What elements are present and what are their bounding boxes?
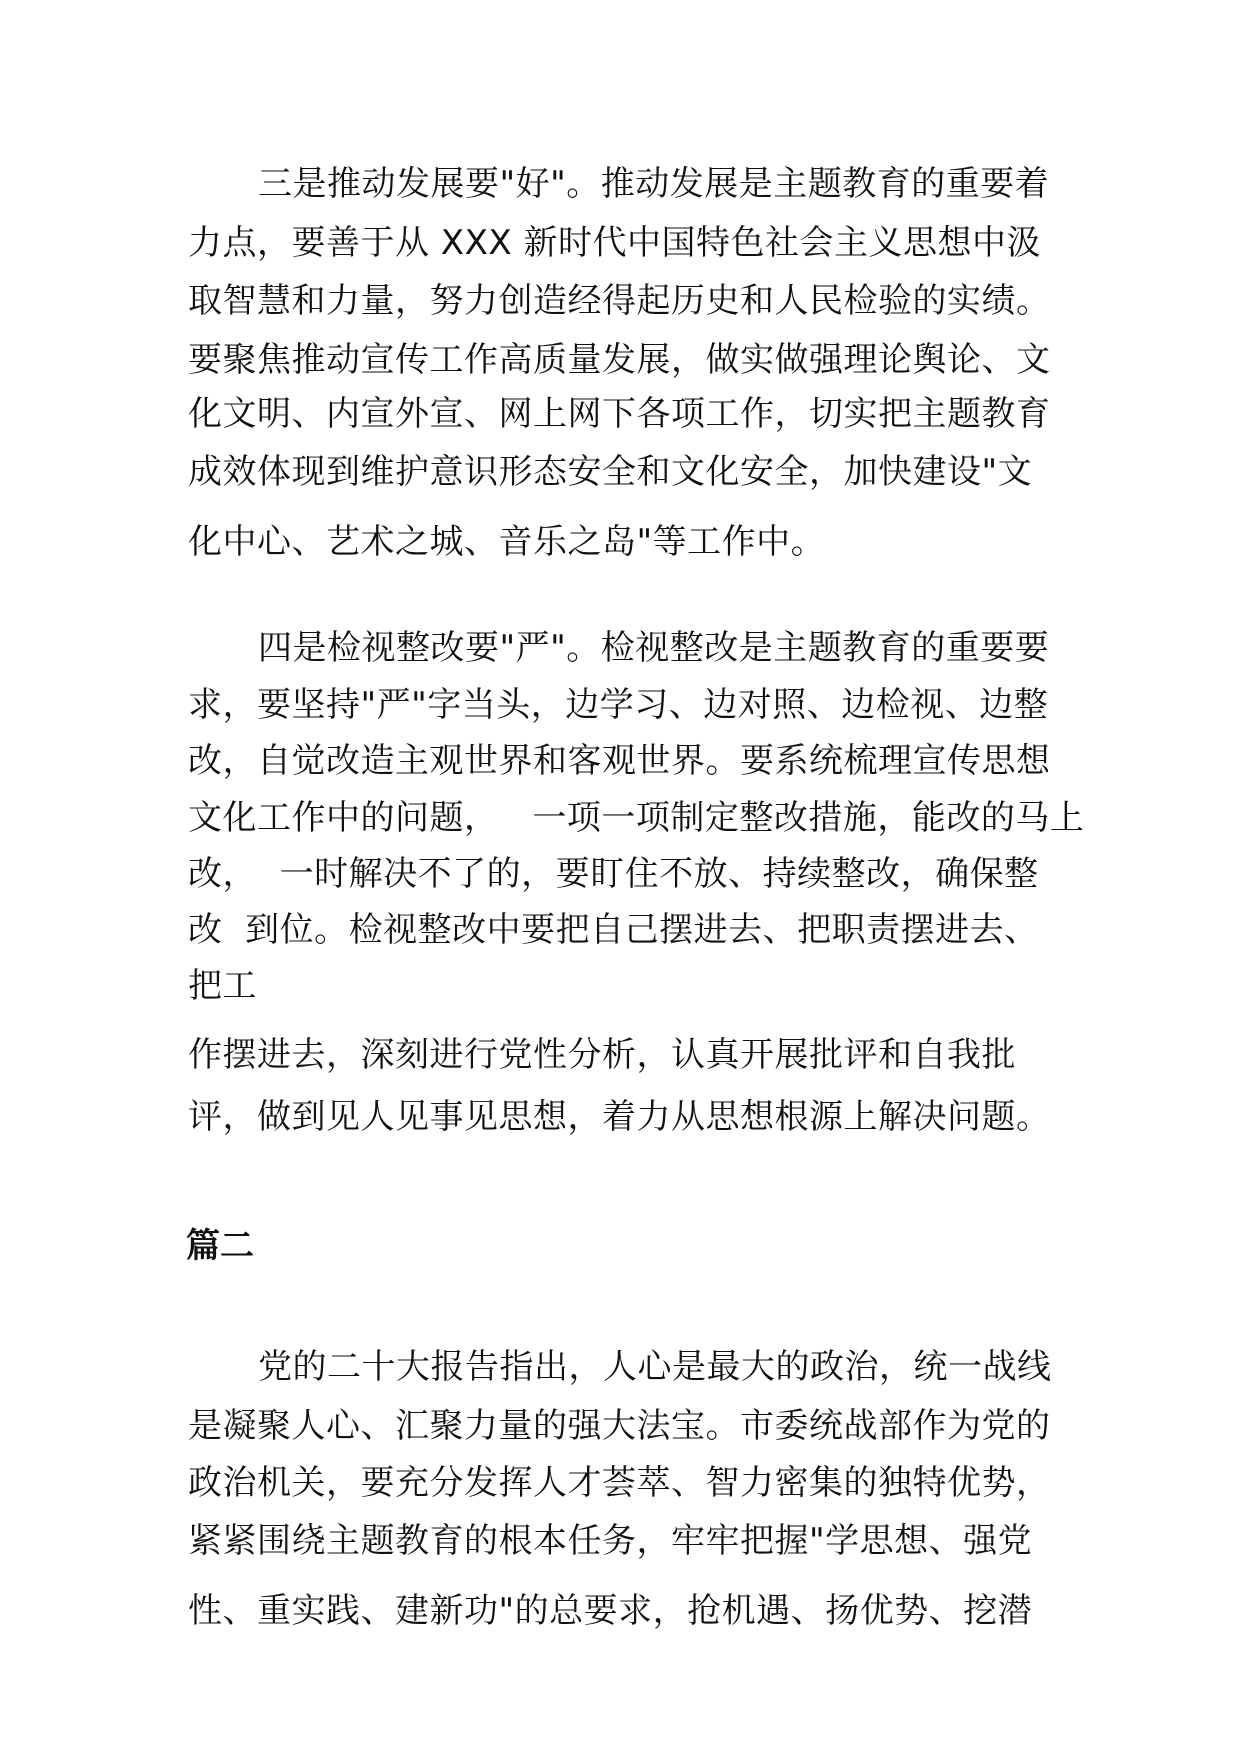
text-line: 成效体现到维护意识形态安全和文化安全，加快建设"文	[188, 452, 1033, 492]
text-line: 改， 一时解决不了的，要盯住不放、持续整改，确保整	[188, 854, 1039, 894]
text-line: 改，自觉改造主观世界和客观世界。要系统梳理宣传思想	[188, 741, 1051, 781]
text-line: 政治机关，要充分发挥人才荟萃、智力密集的独特优势，	[188, 1463, 1051, 1503]
text-line: 化文明、内宣外宣、网上网下各项工作，切实把主题教育	[188, 394, 1051, 434]
text-line: 作摆进去，深刻进行党性分析，认真开展批评和自我批	[188, 1035, 1016, 1075]
text-line: 改 到位。检视整改中要把自己摆进去、把职责摆进去、	[188, 910, 1039, 950]
text-line: 求，要坚持"严"字当头，边学习、边对照、边检视、边整	[188, 685, 1049, 725]
text-line: 三是推动发展要"好"。推动发展是主题教育的重要着	[258, 164, 1050, 204]
text-line: 是凝聚人心、汇聚力量的强大法宝。市委统战部作为党的	[188, 1406, 1051, 1446]
text-line: 紧紧围绕主题教育的根本任务，牢牢把握"学思想、强党	[188, 1521, 1033, 1561]
text-line: 性、重实践、建新功"的总要求，抢机遇、扬优势、挖潜	[188, 1591, 1033, 1631]
text-line: 四是检视整改要"严"。检视整改是主题教育的重要要	[258, 628, 1050, 668]
text-line: 力点，要善于从 XXX 新时代中国特色社会主义思想中汲	[188, 223, 1041, 263]
text-line: 把工	[188, 966, 257, 1006]
text-line: 取智慧和力量，努力创造经得起历史和人民检验的实绩。	[188, 281, 1051, 321]
text-line: 评，做到见人见事见思想，着力从思想根源上解决问题。	[188, 1097, 1051, 1137]
text-line: 要聚焦推动宣传工作高质量发展，做实做强理论舆论、文	[188, 340, 1051, 380]
text-line: 文化工作中的问题， 一项一项制定整改措施，能改的马上	[188, 798, 1085, 838]
section-heading: 篇二	[186, 1226, 254, 1266]
text-line: 化中心、艺术之城、音乐之岛"等工作中。	[188, 522, 826, 562]
text-line: 党的二十大报告指出，人心是最大的政治，统一战线	[258, 1347, 1052, 1387]
